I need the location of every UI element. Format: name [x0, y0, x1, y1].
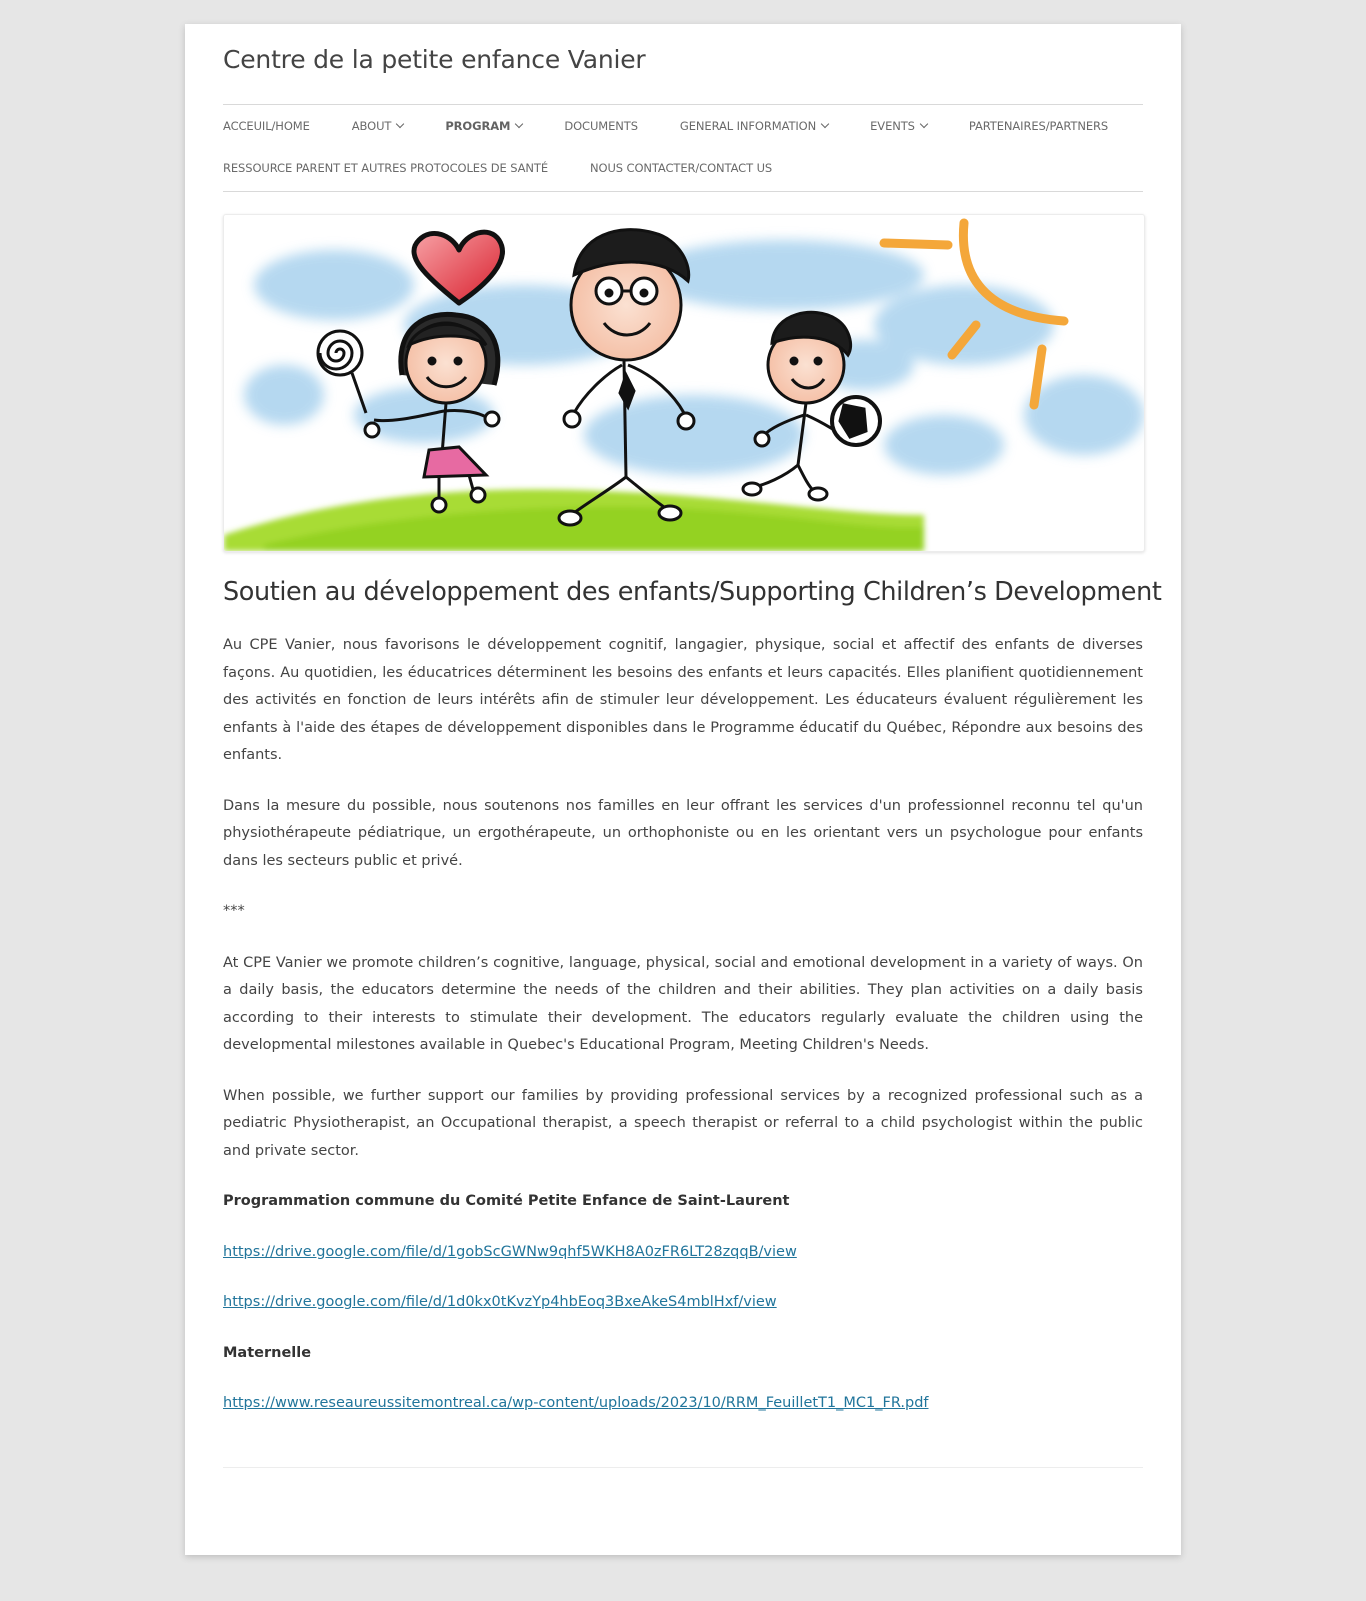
nav-item-label: GENERAL INFORMATION	[679, 119, 817, 133]
lollipop-icon	[318, 331, 366, 413]
pdf-link[interactable]: https://www.reseaureussitemontreal.ca/wp-content/uploads/2023/10/RRM_FeuilletT1_MC1_FR.pdf	[223, 1395, 929, 1411]
nav-item-partenaires-partners[interactable]	[969, 119, 1108, 133]
family-drawing-illustration	[224, 215, 1144, 551]
sky-clouds	[244, 240, 1144, 475]
drive-link-1[interactable]: https://drive.google.com/file/d/1gobScGWNw9qhf5WKH8A0zFR6LT28zqqB/view	[223, 1243, 797, 1260]
paragraph-en-1: At CPE Vanier we promote children’s cognitive, language, physical, social and emotional development in a variety of ways. On a daily basis, the educators determine the needs of the children and their abilities. They plan activities on a daily basis according to their interests to stimulate their development. The educators regularly evaluate the children using the developmental milestones available in Quebec's Educational Program, Meeting Children's Needs.	[223, 954, 1143, 1053]
separator-text: ***	[223, 903, 245, 919]
nav-item-ressource-parent-et-autres-protocoles-de-sant[interactable]	[223, 161, 548, 175]
section-heading-maternelle	[223, 1340, 1143, 1368]
nav-item-label: PROGRAM	[445, 119, 511, 133]
nav-item-label: RESSOURCE PARENT ET AUTRES PROTOCOLES DE SANTÉ	[223, 161, 548, 175]
nav-item-label: EVENTS	[870, 119, 915, 133]
nav-item-events[interactable]	[870, 119, 927, 133]
nav-item-label: PARTENAIRES/PARTNERS	[968, 119, 1109, 133]
nav-row-2	[223, 147, 814, 189]
footer-divider	[223, 1467, 1143, 1468]
section-heading-programmation	[223, 1188, 1143, 1216]
nav-item-label: NOUS CONTACTER/CONTACT US	[589, 161, 773, 175]
entry-content	[223, 632, 1143, 1441]
link-paragraph-1	[223, 1239, 1143, 1267]
main-navigation	[223, 104, 1143, 192]
site-title[interactable]: Centre de la petite enfance Vanier	[223, 45, 646, 74]
section-heading-programmation-text: Programmation commune du Comité Petite Enfance de Saint-Laurent	[223, 1193, 790, 1209]
entry-title: Soutien au développement des enfants/Supporting Children’s Development	[223, 577, 1162, 607]
nav-item-label: DOCUMENTS	[564, 119, 638, 133]
page-container	[185, 24, 1181, 1555]
chevron-down-icon	[515, 120, 523, 128]
nav-row-1	[223, 105, 1150, 147]
nav-item-label: ACCEUIL/HOME	[223, 119, 310, 133]
nav-item-nous-contacter-contact-us[interactable]	[590, 161, 772, 175]
nav-item-about[interactable]	[352, 119, 404, 133]
paragraph-fr-1: Au CPE Vanier, nous favorisons le développement cognitif, langagier, physique, social et affectif des enfants de diverses façons. Au quotidien, les éducatrices déterminent les besoins des enfants et leurs capacités. Elles planifient quotidiennement des activités en fonction de leurs intérêts afin de stimuler leur développement. Les éducateurs évaluent régulièrement les enfants à l'aide des étapes de développement disponibles dans le Programme éducatif du Québec, Répondre aux besoins des enfants.	[223, 637, 1143, 763]
paragraph-en-2: When possible, we further support our families by providing professional services by a recognized professional such as a pediatric Physiotherapist, an Occupational therapist, a speech therapist or referral to a child psychologist within the public and private sector.	[223, 1087, 1143, 1159]
nav-item-label: ABOUT	[351, 119, 392, 133]
paragraph-fr-2: Dans la mesure du possible, nous soutenons nos familles en leur offrant les services d'un professionnel reconnu tel qu'un physiothérapeute pédiatrique, un ergothérapeute, un orthophoniste ou en les orientant vers un psychologue pour enfants dans les secteurs public et privé.	[223, 797, 1143, 869]
drive-link-2[interactable]: https://drive.google.com/file/d/1d0kx0tKvzYp4hbEoq3BxeAkeS4mblHxf/view	[223, 1294, 777, 1310]
link-paragraph-3	[223, 1390, 1143, 1418]
link-paragraph-2	[223, 1289, 1143, 1317]
nav-item-acceuil-home[interactable]	[223, 119, 310, 133]
chevron-down-icon	[920, 120, 928, 128]
header-image	[223, 214, 1145, 552]
chevron-down-icon	[396, 120, 404, 128]
chevron-down-icon	[821, 120, 829, 128]
nav-item-program[interactable]	[445, 119, 522, 133]
section-heading-maternelle-text: Maternelle	[223, 1344, 312, 1361]
nav-item-general-information[interactable]	[680, 119, 828, 133]
nav-item-documents[interactable]	[564, 119, 638, 133]
